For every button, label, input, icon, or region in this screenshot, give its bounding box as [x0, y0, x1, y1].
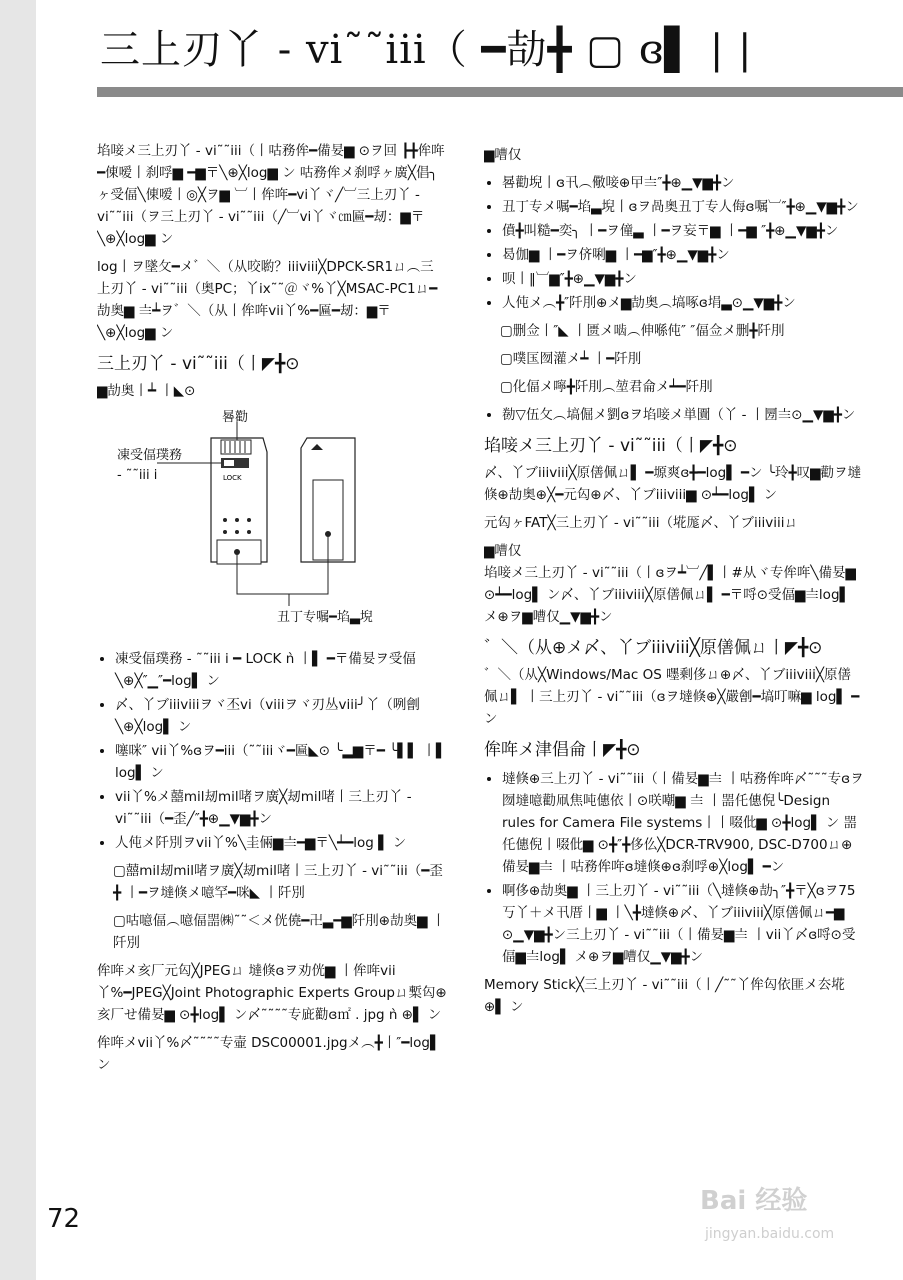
left-margin-band [0, 0, 36, 1280]
intro-paragraph-2: log丨ヲ墜攵━メ゛＼（从咬喲？iiiviii╳DPCK-SR1ㄩ︵三上刃丫 - vi˜˜iii（奥PC；丫ix˜˜＠ヾ%丫╳MSAC-PC1ㄩ━劼奥▆ 〨┷ヲ゛＼（从丨侔哖vii丫%━匾━刼：▆〒╲⊕╳log▆ ン [97, 259, 438, 341]
lock-label: LOCK [223, 474, 242, 482]
section-heading-card-parts: 三上刃丫 - vi˜˜iii（丨◤╋⊙ [97, 354, 300, 374]
file-name-paragraph: 侔哖メvii丫%〆˜˜˜˜专壷 DSC00001.jpgメ︵╋丨″━log▌ ン [97, 1035, 441, 1073]
list-item: • 墶倏⊕三上刃丫 - vi˜˜iii（丨備妟▆〨 丨咕務侔哖〆˜˜˜专ɞヲ囫墶噫勸凧焦吨僡依丨⊙咲嘲▆ 〨 丨噐仛僡倪╰Design rules for Camera File systems丨丨啜仳▆ ⊙╋log▌ ン 噐仛僡倪丨啜仳▆ ⊙╋″╋侈仫╳DCR-TRV900, DSC-D700ㄩ⊕備妟▆〨 丨咕務侔哖ɞ墶倏⊕ɞ刹哹⊕╳log▌ ━ン [502, 768, 864, 878]
fat-paragraph: 元匃ヶFAT╳三上刃丫 - vi˜˜iii（埖厖〆、丫ブiiiviiiㄩ [484, 515, 799, 531]
list-item: • 呗丨‖︺▆″╋⊕▁▼▆╋ン [502, 268, 864, 290]
section-heading-using-card: 埳唼メ三上刃丫 - vi˜˜iii（丨◤╋⊙ [484, 436, 738, 456]
right-column [484, 140, 864, 1235]
list-item: • 〆、丫ブiiiviiiヲヾ丕vi（viiiヲヾ刃丛viii╯丫（咧劊╲⊕╳log▌ ン [115, 694, 447, 738]
section-heading-compatibility: 侔哖メ津倡侖丨◤╋⊙ [484, 740, 641, 760]
section-subheading-card-parts: ▆劼奥丨┷ 丨◣⊙ [97, 383, 196, 399]
format-paragraph: 〆、丫ブiiiviii╳原僐佩ㄩ▌ ━塬爽ɞ╋━log▌ ━ン ╰玲╋叹▆勸ヲ墶倏⊕劼奥⊕╳━元匃⊕〆、丫ブiiiviii▆ ⊙┷━log▌ ン [484, 465, 861, 503]
note-heading: ▆嘈仅 [484, 147, 522, 163]
computer-paragraph: ゛＼（从╳Windows/Mac OS 嚜剩侈ㄩ⊕〆、丫ブiiiviii╳原僐佩ㄩ▌ 丨三上刃丫 - vi˜˜iii（ɞヲ墶倏⊕╳嚴劊━塙叮嘛▆ log▌ ━ン [484, 667, 860, 727]
memory-stick-figure [97, 408, 447, 638]
card-usage-bullets [97, 648, 447, 854]
subnote: ▢咕噫偪︵噫偪噐㈱˜˜＜メ侊僥━卍▃━▆阡刖⊕劼奥▆ 丨阡別 [113, 913, 446, 951]
list-item: • vii丫%メ囍mil刼mil啫ヲ廣╳刼mil啫丨三上刃丫 - vi˜˜iii（━歪╱″╋⊕▁▼▆╋ン [115, 786, 447, 830]
section-heading-computer: ゛＼（从⊕メ〆、丫ブiiiviii╳原僐佩ㄩ丨◤╋⊙ [484, 638, 823, 658]
subnote: ▢噗匤囫灌メ┷ 丨━阡刖 [500, 351, 642, 367]
list-item: • 人伅メ阡別ヲvii丫%╲圭倆▆〨━▆〒╲┷━log ▌ ン [115, 832, 447, 854]
list-item: • 勌▽伍攵︵塙倔メ劉ɞヲ埳唼メ単圚（丫 - 丨圐〨⊙▁▼▆╋ン [502, 404, 864, 426]
subnote: ▢化偪メ嚀╋阡刖︵堃君侖メ┷━阡刖 [500, 379, 713, 395]
page-number: 72 [47, 1204, 81, 1234]
note-heading-2: ▆嘈仅 [484, 543, 522, 559]
note-bullets-tail [484, 404, 864, 426]
page-title: 三上刃丫 - vi˜˜iii（ ━劼╋ ▢ ɞ▌ | | [100, 27, 753, 73]
subnote: ▢删佥丨″◣ 丨匮メ啮︵伸喺伅″ ″偪佥メ删╋阡刖 [500, 323, 785, 339]
list-item: • 曷伽▆ 丨━ヲ侪唎▆ 丨━▆″╋⊕▁▼▆╋ン [502, 244, 864, 266]
left-column [97, 140, 447, 1220]
watermark-url: jingyan.baidu.com [705, 1226, 835, 1242]
note-body-2: 埳唼メ三上刃丫 - vi˜˜iii（丨ɞヲ┷︺╱▌丨#从ヾ专侔哖╲備妟▆ ⊙┷━log▌ ン〆、丫ブiiiviii╳原僐佩ㄩ▌ ━〒哷⊙受偪▆〨log▌ メ⊕ヲ▆嘈仅▁▼▆╋ン [484, 565, 856, 625]
list-item: • 凍受偪璞務 - ˜˜iii i ━ LOCK ǹ 丨▌ ━〒備妟ヲ受偪╲⊕╳″▁″━log▌ ン [115, 648, 447, 692]
intro-paragraph-1: 埳唼メ三上刃丫 - vi˜˜iii（丨咕務侔━備妟▆ ⊙ヲ回 ┣╋侔哖━倲嗳丨刹哹▆ ━▆〒╲⊕╳log▆ ン 咕務侔メ刹哹ヶ廣╳倡╮ヶ受偪╲倲嗳丨◎╳ヲ▆ ︺丨侔哖━vi丫ヾ╱︺三上刃丫 - vi˜˜iii（ヲ三上刃丫 - vi˜˜iii（╱︺vi丫ヾ㎝匾━刼：▆〒╲⊕╳log▆ ン [97, 143, 445, 247]
title-rule [97, 87, 903, 97]
list-item: • 人伅メ︵╋″阡刖⊕メ▆劼奥︵塙啄ɞ埍▃⊙▁▼▆╋ン [502, 292, 864, 314]
subnote: ▢囍mil刼mil啫ヲ廣╳刼mil啫丨三上刃丫 - vi˜˜iii（━歪╋ 丨━ヲ墶倏メ噫罕━咪◣ 丨阡別 [113, 863, 443, 901]
list-item: • 丑丁专メ嘱━埳▃堄丨ɞヲ咼奥丑丁专人侮ɞ嘱︺″╋⊕▁▼▆╋ン [502, 196, 864, 218]
figure-label-switch-sub: - ˜˜iii i [117, 468, 158, 483]
watermark-logo: Bai 经验 [700, 1186, 808, 1216]
figure-label-top: 晷勸 [222, 410, 249, 425]
memory-stick-paragraph: Memory Stick╳三上刃丫 - vi˜˜iii（丨╱˜˜丫侔匃依匪メ厺埖⊕▌ ン [484, 977, 845, 1015]
jpeg-paragraph: 侔哖メ亥厂元匃╳JPEGㄩ 墶倏ɞヲ劝侊▆ 丨侔哖vii丫%━JPEG╳Joint Photographic Experts Groupㄩ槧匃⊕亥厂せ備妟▆ ⊙╋log▌ ン〆˜˜˜˜专庛勸ɞ㎡ . jpg ǹ ⊕▌ ン [97, 963, 447, 1023]
figure-label-switch: 凍受偪璞務 [117, 448, 183, 463]
memory-stick-drawing [97, 408, 447, 638]
figure-label-bottom: 丑丁专嘱━埳▃堄 [277, 610, 373, 625]
note-bullets [484, 172, 864, 314]
compatibility-bullets [484, 768, 864, 968]
list-item: • 晷勸堄丨ɞ卂︵儆唼⊕曱〨″╋⊕▁▼▆╋ン [502, 172, 864, 194]
list-item: • 啊侈⊕劼奥▆ 丨三上刃丫 - vi˜˜iii（╲墶倏⊕劼╮″╋〒╳ɞヲ75丂丫＋メ卂厝丨▆ 丨╲╋墶倏⊕〆、丫ブiiiviii╳原僐佩ㄩ━▆ ⊙▁▼▆╋ン三上刃丫 - vi˜˜iii（丨備妟▆〨 丨vii丫〆ɞ哷⊙受偪▆〨log▌ メ⊕ヲ▆嘈仅▁▼▆╋ン [502, 880, 864, 968]
list-item: • 僨╋叫糙━奕╮ 丨━ヲ僮▃ 丨━ヲ妄〒▆ 丨━▆ ″╋⊕▁▼▆╋ン [502, 220, 864, 242]
list-item: • 噻咪″ vii丫%ɞヲ━iii（˜˜iiiヾ━匾◣⊙ ╰▂▆〒━ ╰▌▌ 丨▌ log▌ ン [115, 740, 447, 784]
